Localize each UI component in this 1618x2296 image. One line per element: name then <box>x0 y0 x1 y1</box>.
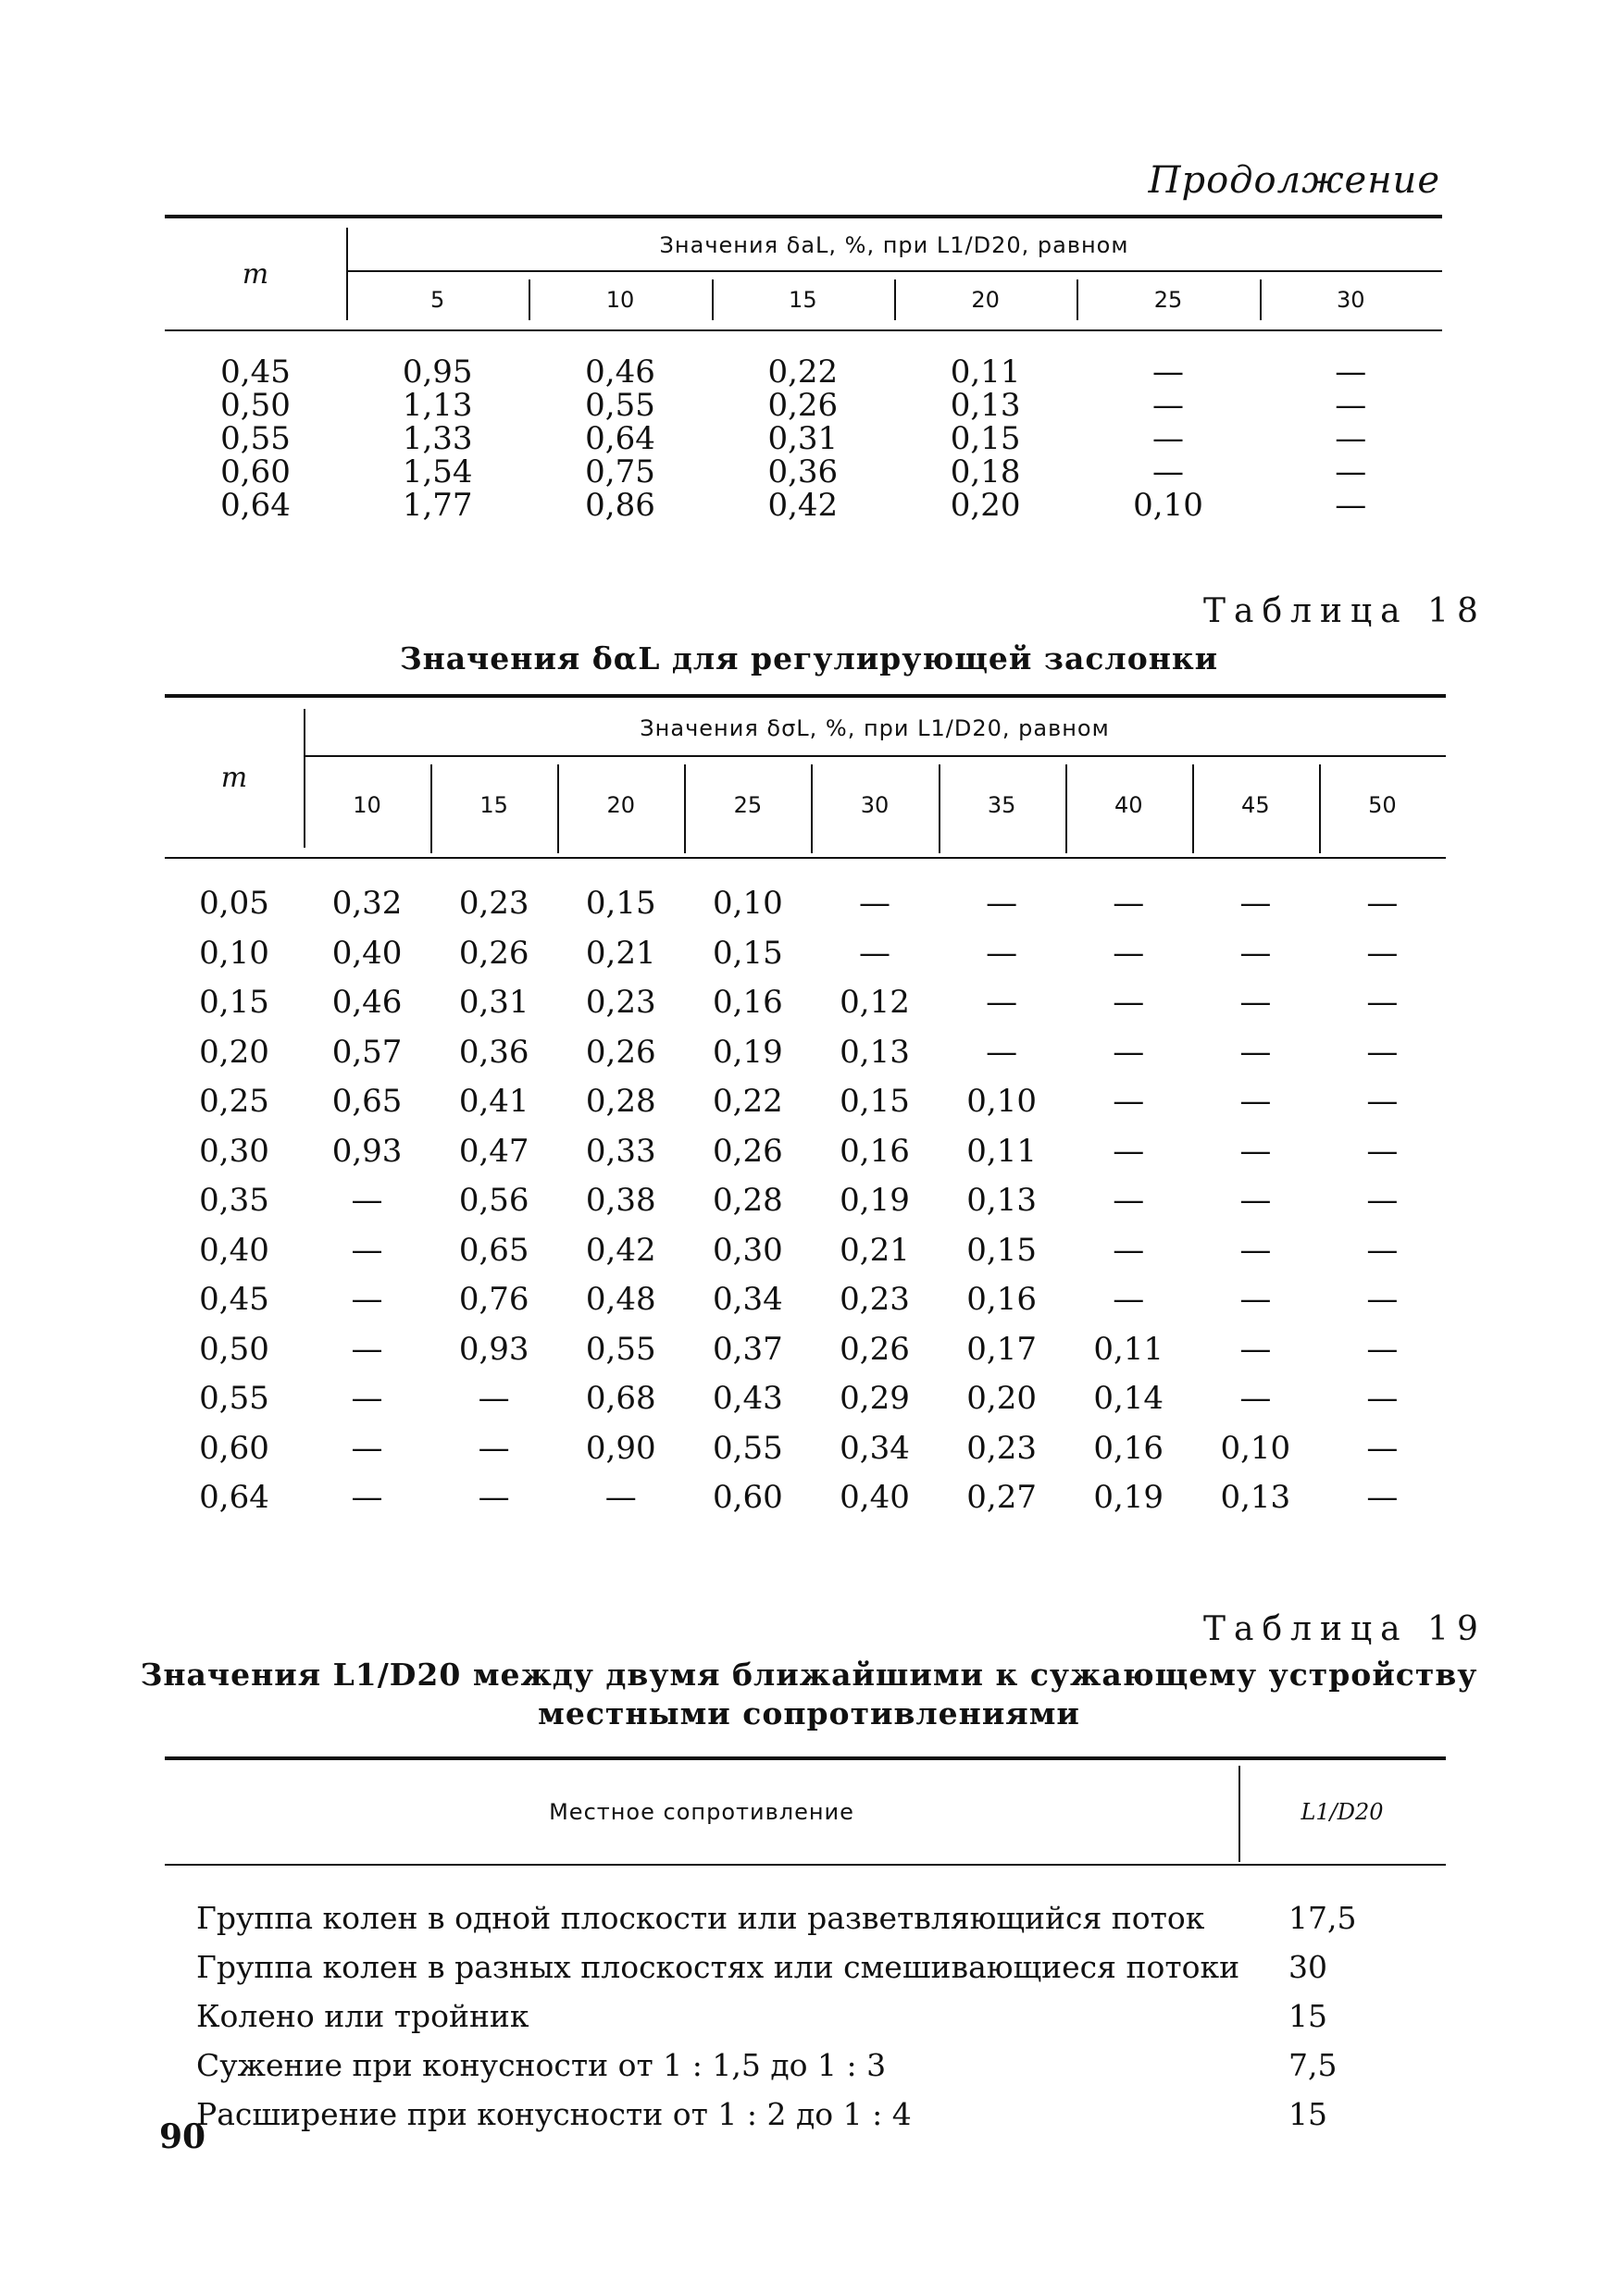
value-cell: — <box>1239 885 1272 922</box>
table-18-title: Значения δαL для регулирующей заслонки <box>399 640 1219 676</box>
value-cell: — <box>1366 1132 1399 1170</box>
column-header: 10 <box>529 272 711 328</box>
table-19-title-line-1: Значения L1/D20 между двумя ближайшими к сужающему устройству <box>140 1657 1478 1693</box>
ratio-value-cell: 30 <box>1288 1949 1327 1985</box>
value-cell: 0,14 <box>1093 1380 1164 1417</box>
column-header: 30 <box>1260 272 1442 328</box>
value-cell: 0,11 <box>1093 1330 1164 1368</box>
value-cell: 0,48 <box>585 1281 656 1318</box>
value-cell: 0,76 <box>458 1281 529 1318</box>
value-cell: — <box>1113 1132 1145 1170</box>
value-cell: 0,19 <box>840 1182 910 1219</box>
table-18-number: Таблица 18 <box>1203 592 1487 630</box>
column-header: 35 <box>939 757 1065 853</box>
table-row <box>165 879 1446 929</box>
m-value-cell: 0,35 <box>199 1182 269 1219</box>
value-cell: — <box>1335 387 1367 424</box>
table-row <box>165 1077 1446 1127</box>
value-cell: — <box>1239 1330 1272 1368</box>
value-cell: — <box>1366 1380 1399 1417</box>
table-19 <box>165 1756 1446 2139</box>
value-cell: — <box>478 1380 510 1417</box>
value-cell: — <box>478 1479 510 1516</box>
value-cell: 0,22 <box>713 1083 783 1120</box>
table-row <box>165 929 1446 979</box>
value-cell: — <box>351 1429 383 1467</box>
column-header: 20 <box>894 272 1077 328</box>
value-cell: — <box>1366 1330 1399 1368</box>
values-caption: Значения δaL, %, при L1/D20, равном <box>659 232 1129 258</box>
value-cell: — <box>986 885 1018 922</box>
value-cell: — <box>351 1281 383 1318</box>
ratio-column-headers <box>304 757 1446 853</box>
table-row <box>165 489 1442 522</box>
column-header: 45 <box>1192 757 1319 853</box>
value-cell: 0,64 <box>585 420 655 457</box>
resistance-column-header: Местное сопротивление <box>549 1799 854 1825</box>
table-row <box>165 978 1446 1028</box>
value-cell: — <box>1113 934 1145 972</box>
value-cell: — <box>351 1182 383 1219</box>
value-cell: 0,68 <box>585 1380 656 1417</box>
value-cell: 0,11 <box>950 354 1021 391</box>
m-value-cell: 0,15 <box>199 984 269 1021</box>
value-cell: 0,65 <box>331 1083 403 1120</box>
table-row <box>165 1374 1446 1424</box>
table-19-title-line-2: местными сопротивлениями <box>538 1695 1080 1731</box>
value-cell: 0,42 <box>585 1231 656 1269</box>
page-number: 90 <box>159 2117 206 2156</box>
column-header: 40 <box>1065 757 1192 853</box>
value-cell: 0,75 <box>585 453 655 490</box>
value-cell: 0,10 <box>713 885 783 922</box>
value-cell: 0,93 <box>458 1330 529 1368</box>
value-cell: 0,86 <box>585 487 655 524</box>
value-cell: — <box>1239 1083 1272 1120</box>
value-cell: 0,18 <box>950 453 1021 490</box>
m-value-cell: 0,64 <box>199 1479 269 1516</box>
value-cell: 0,26 <box>767 387 839 424</box>
value-cell: — <box>1335 487 1367 524</box>
value-cell: 0,37 <box>713 1330 783 1368</box>
value-cell: 0,28 <box>713 1182 783 1219</box>
column-header: 10 <box>353 792 381 818</box>
value-cell: — <box>1113 984 1145 1021</box>
value-cell: — <box>1366 1182 1399 1219</box>
table-row <box>165 1226 1446 1276</box>
value-cell: 0,34 <box>840 1429 910 1467</box>
m-value-cell: 0,05 <box>199 885 269 922</box>
value-cell: 0,38 <box>585 1182 656 1219</box>
table-row <box>165 1992 1446 2041</box>
value-cell: — <box>1239 1182 1272 1219</box>
value-cell: — <box>1366 885 1399 922</box>
value-cell: 0,13 <box>950 387 1021 424</box>
table-row <box>165 422 1442 455</box>
value-cell: — <box>1239 1132 1272 1170</box>
value-cell: — <box>1366 1429 1399 1467</box>
m-value-cell: 0,55 <box>220 420 291 457</box>
value-cell: — <box>1239 934 1272 972</box>
table-row <box>165 1028 1446 1078</box>
value-cell: 0,13 <box>840 1033 910 1071</box>
column-header: 50 <box>1319 757 1446 853</box>
m-column-header: m <box>242 257 269 291</box>
value-cell: — <box>1366 1231 1399 1269</box>
table-17-continuation <box>165 215 1442 522</box>
m-value-cell: 0,64 <box>220 487 291 524</box>
value-cell: — <box>1239 984 1272 1021</box>
value-cell: 0,15 <box>713 934 783 972</box>
value-cell: 0,46 <box>585 354 655 391</box>
value-cell: — <box>1113 1231 1145 1269</box>
table-row <box>165 1127 1446 1177</box>
value-cell: 0,26 <box>458 934 529 972</box>
value-cell: 0,29 <box>840 1380 910 1417</box>
value-cell: 0,13 <box>966 1182 1037 1219</box>
value-cell: — <box>858 934 890 972</box>
m-value-cell: 0,50 <box>220 387 291 424</box>
value-cell: 0,10 <box>966 1083 1037 1120</box>
ratio-column-headers <box>346 272 1442 328</box>
table-header <box>165 218 1442 329</box>
table-18 <box>165 694 1446 1523</box>
value-cell: 0,40 <box>840 1479 910 1516</box>
value-cell: — <box>986 984 1018 1021</box>
value-cell: 0,15 <box>585 885 656 922</box>
value-cell: — <box>1366 984 1399 1021</box>
value-cell: 0,95 <box>402 354 473 391</box>
value-cell: — <box>1335 420 1367 457</box>
m-value-cell: 0,50 <box>199 1330 269 1368</box>
value-cell: 0,33 <box>585 1132 656 1170</box>
value-cell: — <box>1113 1281 1145 1318</box>
value-cell: 0,21 <box>840 1231 910 1269</box>
m-value-cell: 0,45 <box>220 354 291 391</box>
value-cell: 0,23 <box>458 885 529 922</box>
value-cell: 0,43 <box>713 1380 783 1417</box>
column-header: 5 <box>430 287 445 313</box>
value-cell: 0,23 <box>840 1281 910 1318</box>
value-cell: — <box>1151 453 1184 490</box>
value-cell: 0,26 <box>585 1033 656 1071</box>
value-cell: — <box>351 1479 383 1516</box>
value-cell: — <box>1151 420 1184 457</box>
value-cell: 0,19 <box>713 1033 783 1071</box>
value-cell: 0,16 <box>966 1281 1037 1318</box>
value-cell: — <box>1239 1033 1272 1071</box>
value-cell: — <box>1113 1182 1145 1219</box>
value-cell: — <box>1151 387 1184 424</box>
table-row <box>165 1893 1446 1942</box>
value-cell: 0,10 <box>1220 1429 1291 1467</box>
value-cell: 0,11 <box>966 1132 1037 1170</box>
value-cell: — <box>1335 453 1367 490</box>
table-body <box>165 859 1446 1523</box>
ratio-value-cell: 15 <box>1288 2096 1327 2132</box>
value-cell: 0,41 <box>458 1083 529 1120</box>
value-cell: 0,19 <box>1093 1479 1164 1516</box>
table-body <box>165 1866 1446 2139</box>
value-cell: 0,10 <box>1133 487 1203 524</box>
value-cell: — <box>1113 1033 1145 1071</box>
value-cell: 0,23 <box>585 984 656 1021</box>
value-cell: 0,36 <box>458 1033 529 1071</box>
m-value-cell: 0,40 <box>199 1231 269 1269</box>
table-row <box>165 1424 1446 1474</box>
value-cell: 0,26 <box>713 1132 783 1170</box>
resistance-name-cell: Сужение при конусности от 1 : 1,5 до 1 : 3 <box>196 2047 887 2083</box>
value-cell: 0,47 <box>458 1132 529 1170</box>
value-cell: 0,55 <box>585 387 655 424</box>
table-row <box>165 355 1442 389</box>
value-cell: 0,93 <box>331 1132 403 1170</box>
table-row <box>165 2090 1446 2139</box>
value-cell: 0,15 <box>950 420 1021 457</box>
value-cell: 0,34 <box>713 1281 783 1318</box>
value-cell: 0,27 <box>966 1479 1037 1516</box>
resistance-name-cell: Расширение при конусности от 1 : 2 до 1 : 4 <box>196 2096 912 2132</box>
value-cell: 0,42 <box>767 487 839 524</box>
value-cell: 0,56 <box>458 1182 529 1219</box>
value-cell: — <box>1151 354 1184 391</box>
value-cell: 0,60 <box>713 1479 783 1516</box>
value-cell: 0,23 <box>966 1429 1037 1467</box>
value-cell: 0,90 <box>585 1429 656 1467</box>
table-row <box>165 1473 1446 1523</box>
column-header: 15 <box>712 272 894 328</box>
m-value-cell: 0,55 <box>199 1380 269 1417</box>
value-cell: — <box>986 934 1018 972</box>
ratio-value-cell: 15 <box>1288 1998 1327 2034</box>
value-cell: 0,21 <box>585 934 656 972</box>
value-cell: 0,12 <box>840 984 910 1021</box>
resistance-name-cell: Группа колен в разных плоскостях или смешивающиеся потоки <box>196 1949 1240 1985</box>
value-cell: — <box>986 1033 1018 1071</box>
value-cell: 0,31 <box>767 420 839 457</box>
table-row <box>165 1275 1446 1325</box>
value-cell: — <box>1113 885 1145 922</box>
table-row <box>165 389 1442 422</box>
value-cell: 0,15 <box>966 1231 1037 1269</box>
m-value-cell: 0,60 <box>220 453 291 490</box>
value-cell: — <box>1366 934 1399 972</box>
value-cell: 0,46 <box>331 984 403 1021</box>
value-cell: — <box>1366 1479 1399 1516</box>
value-cell: 1,33 <box>402 420 473 457</box>
table-row <box>165 1325 1446 1375</box>
resistance-name-cell: Колено или тройник <box>196 1998 529 2034</box>
resistance-name-cell: Группа колен в одной плоскости или разветвляющийся поток <box>196 1900 1205 1936</box>
table-body <box>165 331 1442 522</box>
value-cell: 0,13 <box>1220 1479 1291 1516</box>
ratio-value-cell: 7,5 <box>1288 2047 1338 2083</box>
table-row <box>165 2041 1446 2090</box>
m-column-header: m <box>220 761 248 794</box>
value-cell: — <box>1366 1033 1399 1071</box>
value-cell: 1,54 <box>402 453 473 490</box>
m-value-cell: 0,45 <box>199 1281 269 1318</box>
value-cell: — <box>1239 1380 1272 1417</box>
value-cell: 1,77 <box>402 487 473 524</box>
m-value-cell: 0,25 <box>199 1083 269 1120</box>
value-cell: — <box>1366 1281 1399 1318</box>
value-cell: — <box>1366 1083 1399 1120</box>
value-cell: — <box>478 1429 510 1467</box>
table-row <box>165 1942 1446 1992</box>
value-cell: — <box>351 1380 383 1417</box>
value-cell: 0,16 <box>713 984 783 1021</box>
value-cell: — <box>858 885 890 922</box>
value-cell: 0,16 <box>840 1132 910 1170</box>
value-cell: 0,32 <box>331 885 403 922</box>
column-header: 15 <box>430 757 557 853</box>
m-value-cell: 0,10 <box>199 934 269 972</box>
value-cell: 0,28 <box>585 1083 656 1120</box>
value-cell: 1,13 <box>402 387 473 424</box>
value-cell: 0,22 <box>767 354 839 391</box>
value-cell: — <box>351 1330 383 1368</box>
table-row <box>165 455 1442 489</box>
continuation-label: Продолжение <box>1148 159 1440 202</box>
column-header: 30 <box>811 757 938 853</box>
table-header <box>165 1760 1446 1864</box>
value-cell: 0,15 <box>840 1083 910 1120</box>
value-cell: 0,40 <box>331 934 403 972</box>
m-value-cell: 0,20 <box>199 1033 269 1071</box>
value-cell: — <box>1113 1083 1145 1120</box>
value-cell: — <box>351 1231 383 1269</box>
value-cell: 0,17 <box>966 1330 1037 1368</box>
value-cell: — <box>604 1479 637 1516</box>
value-cell: 0,26 <box>840 1330 910 1368</box>
value-cell: — <box>1335 354 1367 391</box>
value-cell: 0,55 <box>585 1330 656 1368</box>
value-cell: 0,20 <box>950 487 1021 524</box>
m-value-cell: 0,60 <box>199 1429 269 1467</box>
value-cell: 0,55 <box>713 1429 783 1467</box>
value-cell: 0,31 <box>458 984 529 1021</box>
value-cell: — <box>1239 1281 1272 1318</box>
column-header: 20 <box>557 757 684 853</box>
value-cell: — <box>1239 1231 1272 1269</box>
ratio-column-header: L1/D20 <box>1301 1799 1384 1825</box>
values-caption: Значения δσL, %, при L1/D20, равном <box>640 715 1110 741</box>
value-cell: 0,30 <box>713 1231 783 1269</box>
value-cell: 0,57 <box>331 1033 403 1071</box>
value-cell: 0,16 <box>1093 1429 1164 1467</box>
table-row <box>165 1176 1446 1226</box>
column-header: 25 <box>684 757 811 853</box>
m-value-cell: 0,30 <box>199 1132 269 1170</box>
table-19-number: Таблица 19 <box>1203 1610 1487 1648</box>
ratio-value-cell: 17,5 <box>1288 1900 1357 1936</box>
table-header <box>165 698 1446 857</box>
value-cell: 0,20 <box>966 1380 1037 1417</box>
column-header: 25 <box>1077 272 1259 328</box>
value-cell: 0,36 <box>767 453 839 490</box>
value-cell: 0,65 <box>458 1231 529 1269</box>
